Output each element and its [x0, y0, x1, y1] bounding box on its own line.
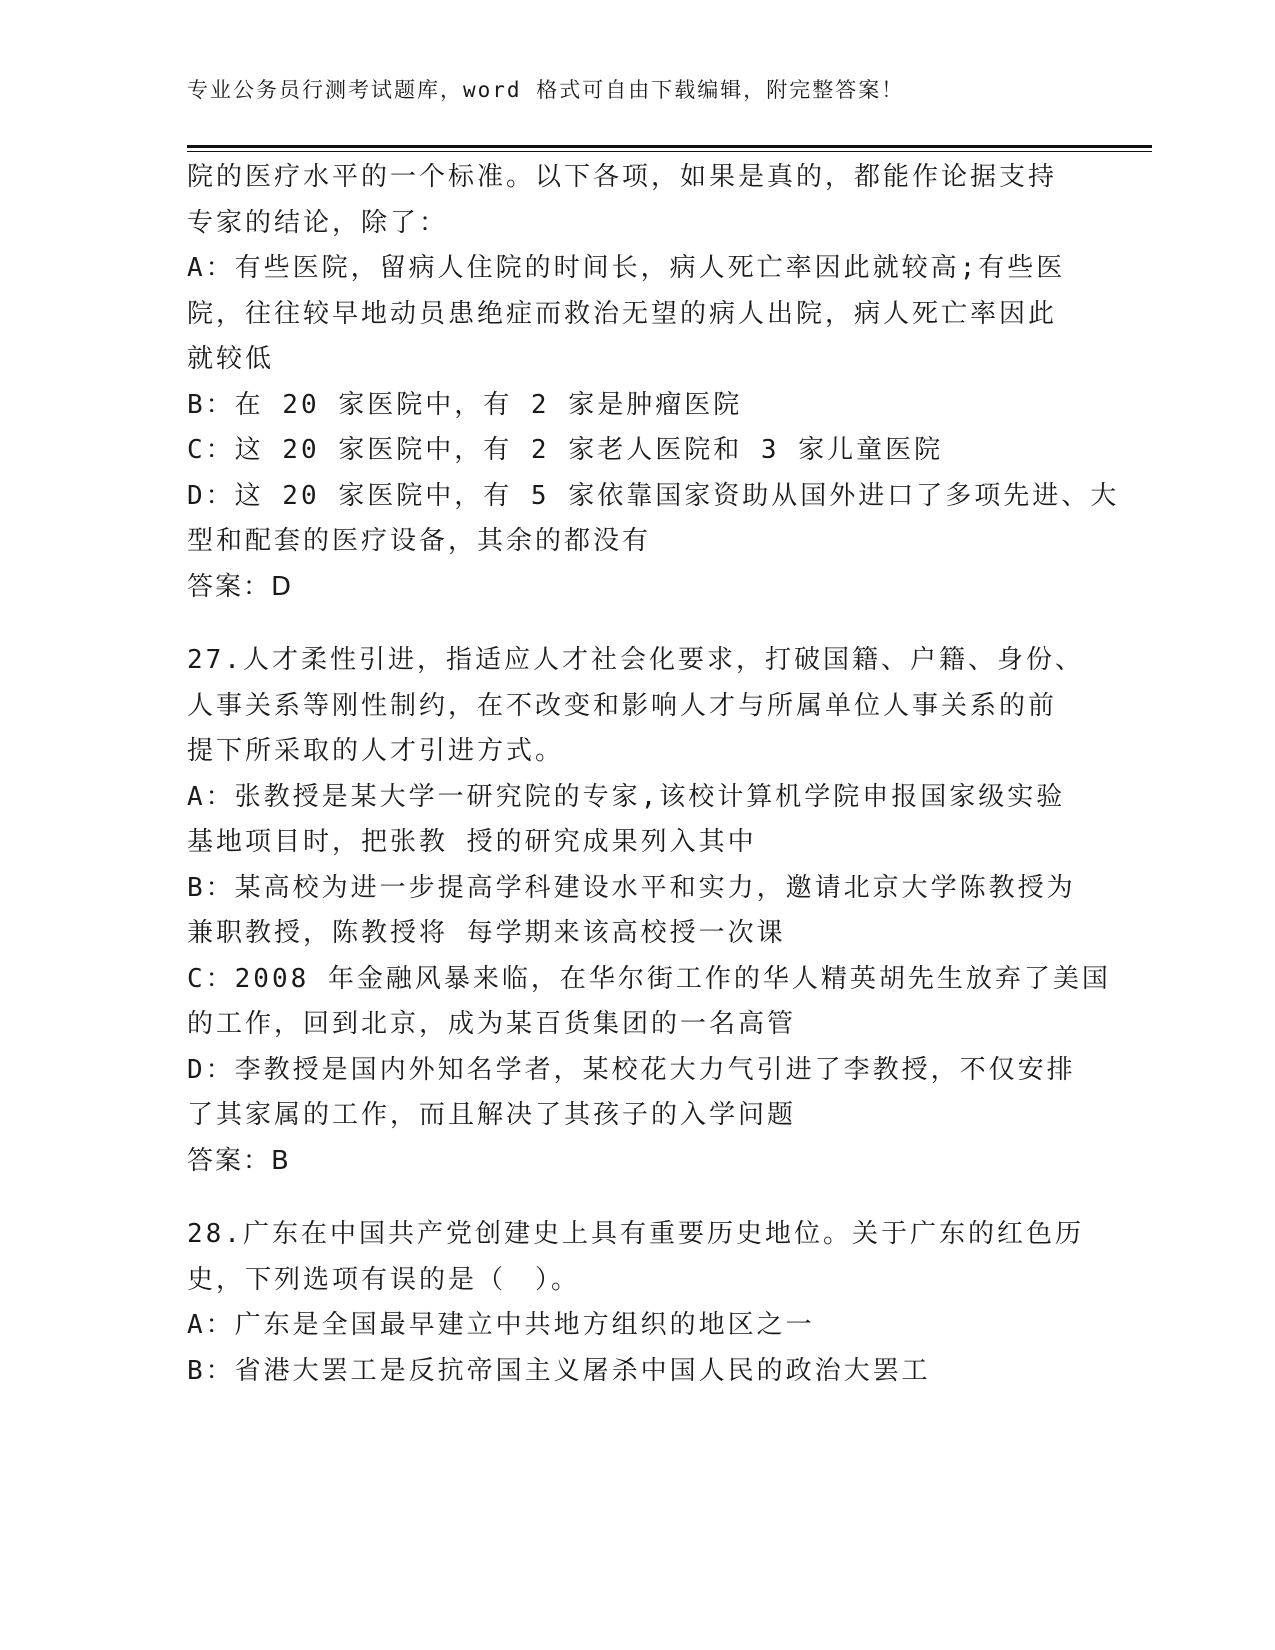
page-header: 专业公务员行测考试题库，word 格式可自由下载编辑，附完整答案！ [187, 78, 905, 102]
answer-label: 答案：B [187, 1145, 291, 1176]
option-line: B：省港大罢工是反抗帝国主义屠杀中国人民的政治大罢工 [187, 1355, 931, 1386]
option-line: 了其家属的工作，而且解决了其孩子的入学问题 [187, 1100, 797, 1130]
option-line: A：张教授是某大学一研究院的专家,该校计算机学院申报国家级实验 [187, 781, 1066, 812]
question-stem-line: 28.广东在中国共产党创建史上具有重要历史地位。关于广东的红色历 [187, 1219, 1084, 1249]
question-stem-line: 专家的结论，除了： [187, 207, 449, 238]
option-line: A：有些医院，留病人住院的时间长，病人死亡率因此就较高;有些医 [187, 253, 1066, 283]
question-26 [187, 155, 1120, 610]
header-rule-thick [187, 145, 1152, 148]
question-stem-line: 院的医疗水平的一个标准。以下各项，如果是真的，都能作论据支持 [187, 162, 1058, 192]
option-line: C：2008 年金融风暴来临，在华尔街工作的华人精英胡先生放弃了美国 [187, 963, 1111, 994]
option-line: 的工作，回到北京，成为某百货集团的一名高管 [187, 1009, 797, 1039]
option-line: 兼职教授，陈教授将 每学期来该高校授一次课 [187, 918, 786, 948]
question-stem-line: 提下所采取的人才引进方式。 [187, 736, 565, 766]
option-line: 型和配套的医疗设备，其余的都没有 [187, 526, 652, 556]
document-body [187, 155, 1120, 1394]
option-line: 就较低 [187, 344, 275, 374]
question-28 [187, 1212, 1087, 1394]
option-line: B：在 20 家医院中，有 2 家是肿瘤医院 [187, 389, 743, 420]
question-stem-line: 史，下列选项有误的是（ ）。 [187, 1264, 581, 1295]
question-stem-line: 27.人才柔性引进，指适应人才社会化要求，打破国籍、户籍、身份、 [187, 645, 1084, 675]
question-stem-line: 人事关系等刚性制约，在不改变和影响人才与所属单位人事关系的前 [187, 690, 1058, 721]
option-line: D：李教授是国内外知名学者，某校花大力气引进了李教授，不仅安排 [187, 1054, 1076, 1085]
question-27 [187, 638, 1111, 1184]
answer-label: 答案：D [187, 571, 294, 602]
option-line: A：广东是全国最早建立中共地方组织的地区之一 [187, 1310, 815, 1340]
option-line: C：这 20 家医院中，有 2 家老人医院和 3 家儿童医院 [187, 435, 944, 465]
option-line: B：某高校为进一步提高学科建设水平和实力，邀请北京大学陈教授为 [187, 872, 1076, 903]
option-line: 基地项目时，把张教 授的研究成果列入其中 [187, 827, 757, 857]
option-line: 院，往往较早地动员患绝症而救治无望的病人出院，病人死亡率因此 [187, 298, 1058, 329]
header-rule-thin [187, 151, 1152, 152]
option-line: D：这 20 家医院中，有 5 家依靠国家资助从国外进口了多项先进、大 [187, 480, 1120, 511]
